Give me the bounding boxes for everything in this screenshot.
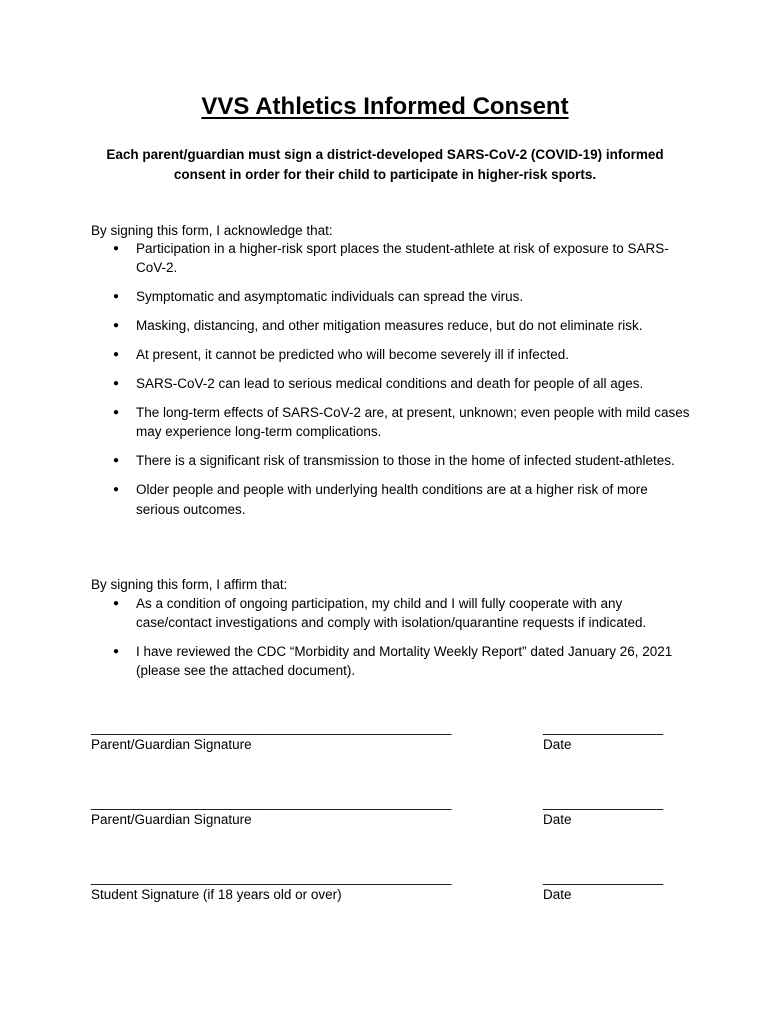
list-item: ● There is a significant risk of transmission to those in the home of infected student-athletes. xyxy=(91,451,691,470)
date-line[interactable]: ________________ xyxy=(543,720,664,735)
affirm-intro: By signing this form, I affirm that: xyxy=(91,577,288,592)
list-item: ● As a condition of ongoing participation, my child and I will fully cooperate with any case/contact investigations and comply with isolation/quarantine requests if indicated. xyxy=(91,594,691,632)
list-item: ● Masking, distancing, and other mitigation measures reduce, but do not eliminate risk. xyxy=(91,316,691,335)
date-line[interactable]: ________________ xyxy=(543,870,664,885)
list-item: ● Older people and people with underlying health conditions are at a higher risk of more serious outcomes. xyxy=(91,480,691,518)
list-item: ● I have reviewed the CDC “Morbidity and Mortality Weekly Report” dated January 26, 2021 (please see the attached document). xyxy=(91,642,691,680)
list-item: ● The long-term effects of SARS-CoV-2 are, at present, unknown; even people with mild cases may experience long-term complications. xyxy=(91,403,691,441)
subtitle-line-2: consent in order for their child to participate in higher-risk sports. xyxy=(173,166,597,182)
signature-line[interactable]: ________________________________________________ xyxy=(91,870,452,885)
signature-line[interactable]: ________________________________________________ xyxy=(91,720,452,735)
signature-line[interactable]: ________________________________________________ xyxy=(91,795,452,810)
signature-label: Parent/Guardian Signature xyxy=(91,812,252,827)
affirm-list xyxy=(91,594,691,690)
list-item: ● At present, it cannot be predicted who will become severely ill if infected. xyxy=(91,345,691,364)
list-item: ● Symptomatic and asymptomatic individuals can spread the virus. xyxy=(91,287,691,306)
date-label: Date xyxy=(543,737,572,752)
acknowledge-list xyxy=(91,239,691,529)
date-label: Date xyxy=(543,812,572,827)
page-title: VVS Athletics Informed Consent xyxy=(201,93,569,120)
subtitle-line-1: Each parent/guardian must sign a district-developed SARS-CoV-2 (COVID-19) informed xyxy=(106,147,664,162)
list-item: ● SARS-CoV-2 can lead to serious medical conditions and death for people of all ages. xyxy=(91,374,691,393)
subtitle xyxy=(80,145,690,184)
date-label: Date xyxy=(543,887,572,902)
signature-label: Parent/Guardian Signature xyxy=(91,737,252,752)
acknowledge-intro: By signing this form, I acknowledge that: xyxy=(91,223,333,238)
date-line[interactable]: ________________ xyxy=(543,795,664,810)
list-item: ● Participation in a higher-risk sport places the student-athlete at risk of exposure to SARS-CoV-2. xyxy=(91,239,691,277)
signature-label: Student Signature (if 18 years old or over) xyxy=(91,887,342,902)
